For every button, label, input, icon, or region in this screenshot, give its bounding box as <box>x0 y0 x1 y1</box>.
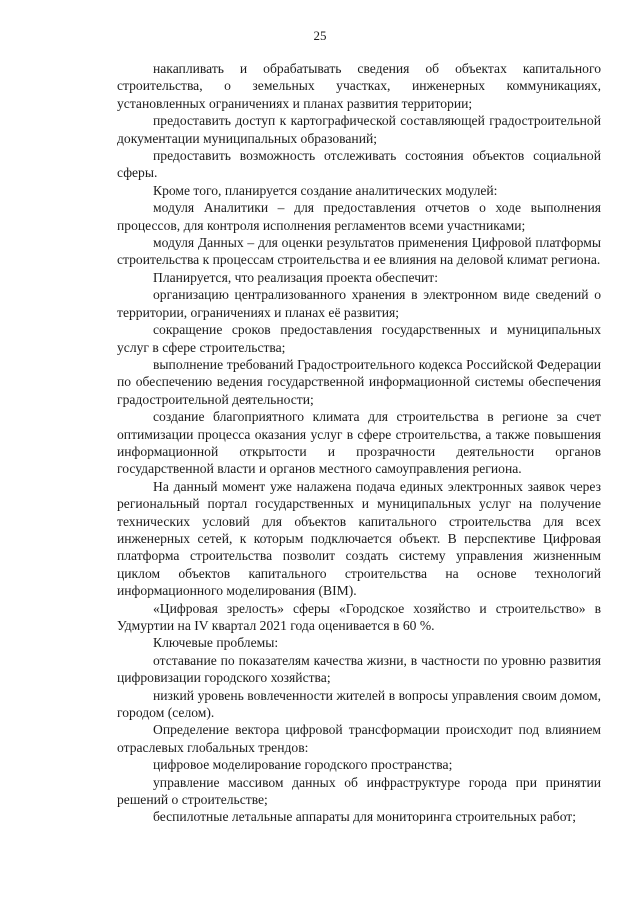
paragraph: модуля Данных – для оценки результатов применения Цифровой платформы строительства к процессам строительства и ее влияния на деловой климат региона. <box>117 235 601 268</box>
paragraph: модуля Аналитики – для предоставления отчетов о ходе выполнения процессов, для контроля исполнения регламентов всеми участниками; <box>117 200 601 233</box>
page-number: 25 <box>313 28 327 43</box>
paragraph: предоставить возможность отслеживать состояния объектов социальной сферы. <box>117 148 601 181</box>
paragraph: «Цифровая зрелость» сферы «Городское хозяйство и строительство» в Удмуртии на IV квартал 2021 года оценивается в 60 %. <box>117 600 601 633</box>
paragraph: накапливать и обрабатывать сведения об объектах капитального строительства, о земельных участках, инженерных коммуникациях, установленных ограничениях и планах развития территории; <box>117 61 601 111</box>
paragraph: предоставить доступ к картографической составляющей градостроительной документации муниципальных образований; <box>117 113 601 146</box>
paragraph: сокращение сроков предоставления государственных и муниципальных услуг в сфере строительства; <box>117 322 601 355</box>
paragraph: выполнение требований Градостроительного кодекса Российской Федерации по обеспечению ведения государственной информационной системы обеспечения градостроительной деятельности; <box>117 356 601 407</box>
paragraph: Кроме того, планируется создание аналитических модулей: <box>153 182 498 198</box>
paragraph: цифровое моделирование городского пространства; <box>153 757 453 773</box>
paragraph: создание благоприятного климата для строительства в регионе за счет оптимизации процесса оказания услуг в сфере строительства, а также повышения информационной открытости и прозрачности деятельности органов государственной власти и органов местного самоуправления региона. <box>117 409 601 477</box>
paragraph: управление массивом данных об инфраструктуре города при принятии решений о строительстве; <box>117 774 601 808</box>
paragraph: Определение вектора цифровой трансформации происходит под влиянием отраслевых глобальных трендов: <box>117 722 601 755</box>
paragraph: Ключевые проблемы: <box>153 635 279 651</box>
paragraph: отставание по показателям качества жизни, в частности по уровню развития цифровизации городского хозяйства; <box>117 652 601 686</box>
paragraph: На данный момент уже налажена подача единых электронных заявок через региональный портал государственных и муниципальных услуг на получение технических условий для объектов капитального строительства для всех инженерных сетей, к которым подключается объект. В перспективе Цифровая платформа строительства позволит создать систему управления жизненным циклом объектов капитального строительства на основе технологий информационного моделирования (BIM). <box>117 478 601 599</box>
paragraph: Планируется, что реализация проекта обеспечит: <box>153 269 439 285</box>
paragraph: организацию централизованного хранения в электронном виде сведений о территории, ограничениях и планах её развития; <box>117 287 601 320</box>
paragraph: низкий уровень вовлеченности жителей в вопросы управления своим домом, городом (селом). <box>117 687 601 721</box>
page-body <box>117 60 601 826</box>
paragraph: беспилотные летальные аппараты для мониторинга строительных работ; <box>153 809 577 825</box>
